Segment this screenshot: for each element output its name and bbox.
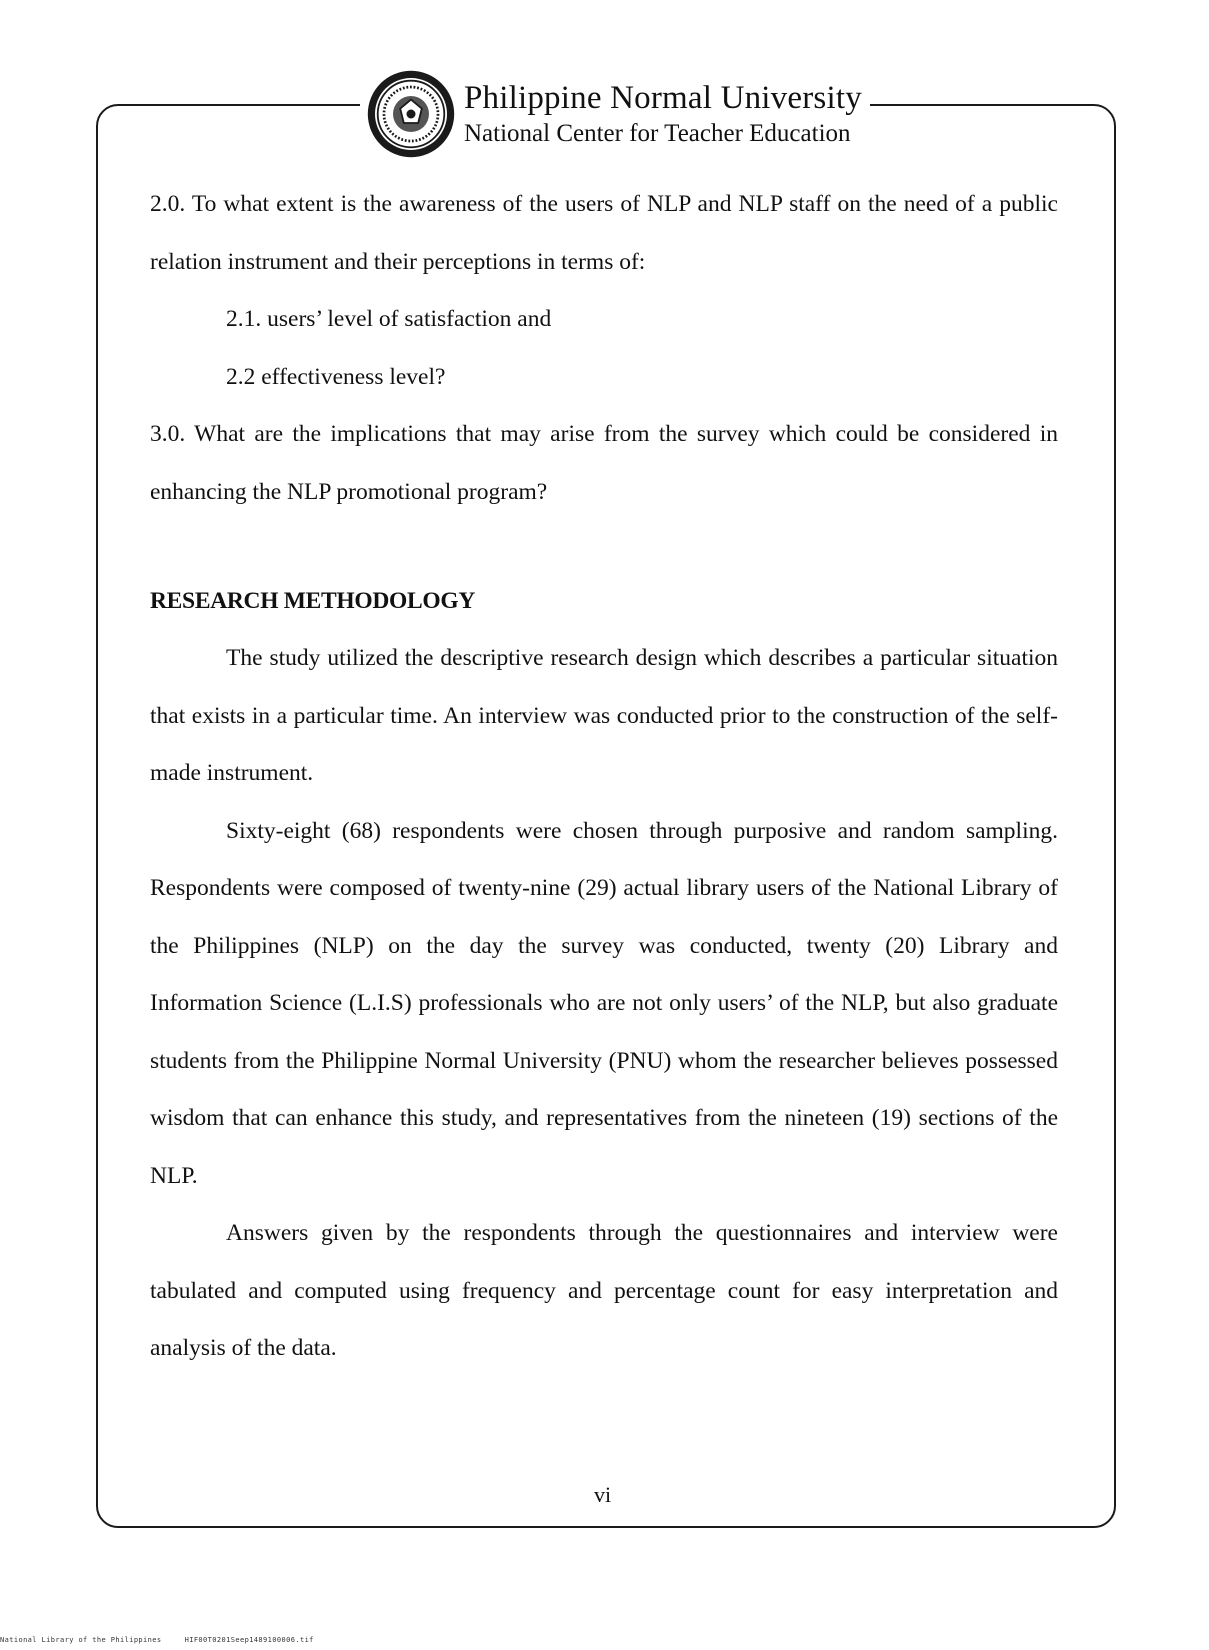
scan-source: National Library of the Philippines	[0, 1636, 162, 1644]
section-heading: RESEARCH METHODOLOGY	[150, 588, 475, 614]
page-content	[150, 176, 1058, 1378]
university-subtitle: National Center for Teacher Education	[464, 120, 851, 147]
paragraph-methodology-2: Sixty-eight (68) respondents were chosen through purposive and random sampling. Respondents were composed of twenty-nine (29) actual library users of the National Library of the Philippines (NLP) on the day the survey was conducted, twenty (20) Library and Information Science (L.I.S) professionals who are not only users’ of the NLP, but also graduate students from the Philippine Normal University (PNU) whom the researcher believes possessed wisdom that can enhance this study, and representatives from the nineteen (19) sections of the NLP.	[150, 817, 1058, 1189]
paragraph-methodology-1: The study utilized the descriptive research design which describes a particular situation that exists in a particular time. An interview was conducted prior to the construction of the self- made instrument.	[150, 645, 1058, 786]
university-seal-icon	[366, 69, 456, 159]
question-2: 2.0. To what extent is the awareness of the users of NLP and NLP staff on the need of a public relation instrument and their perceptions in terms of:	[150, 191, 1058, 275]
scan-file: HIF00T0201Seep1489100006.tif	[184, 1636, 314, 1644]
paragraph-methodology-3: Answers given by the respondents through the questionnaires and interview were tabulated and computed using frequency and percentage count for easy interpretation and analysis of the data.	[150, 1220, 1058, 1361]
question-2-1: 2.1. users’ level of satisfaction and	[226, 306, 552, 332]
scan-footer	[0, 1636, 314, 1644]
letterhead	[360, 66, 870, 162]
question-2-2: 2.2 effectiveness level?	[226, 363, 446, 390]
university-name: Philippine Normal University	[464, 80, 862, 116]
question-3: 3.0. What are the implications that may arise from the survey which could be considered in enhancing the NLP promotional program?	[150, 421, 1058, 505]
page-number: vi	[590, 1482, 615, 1508]
